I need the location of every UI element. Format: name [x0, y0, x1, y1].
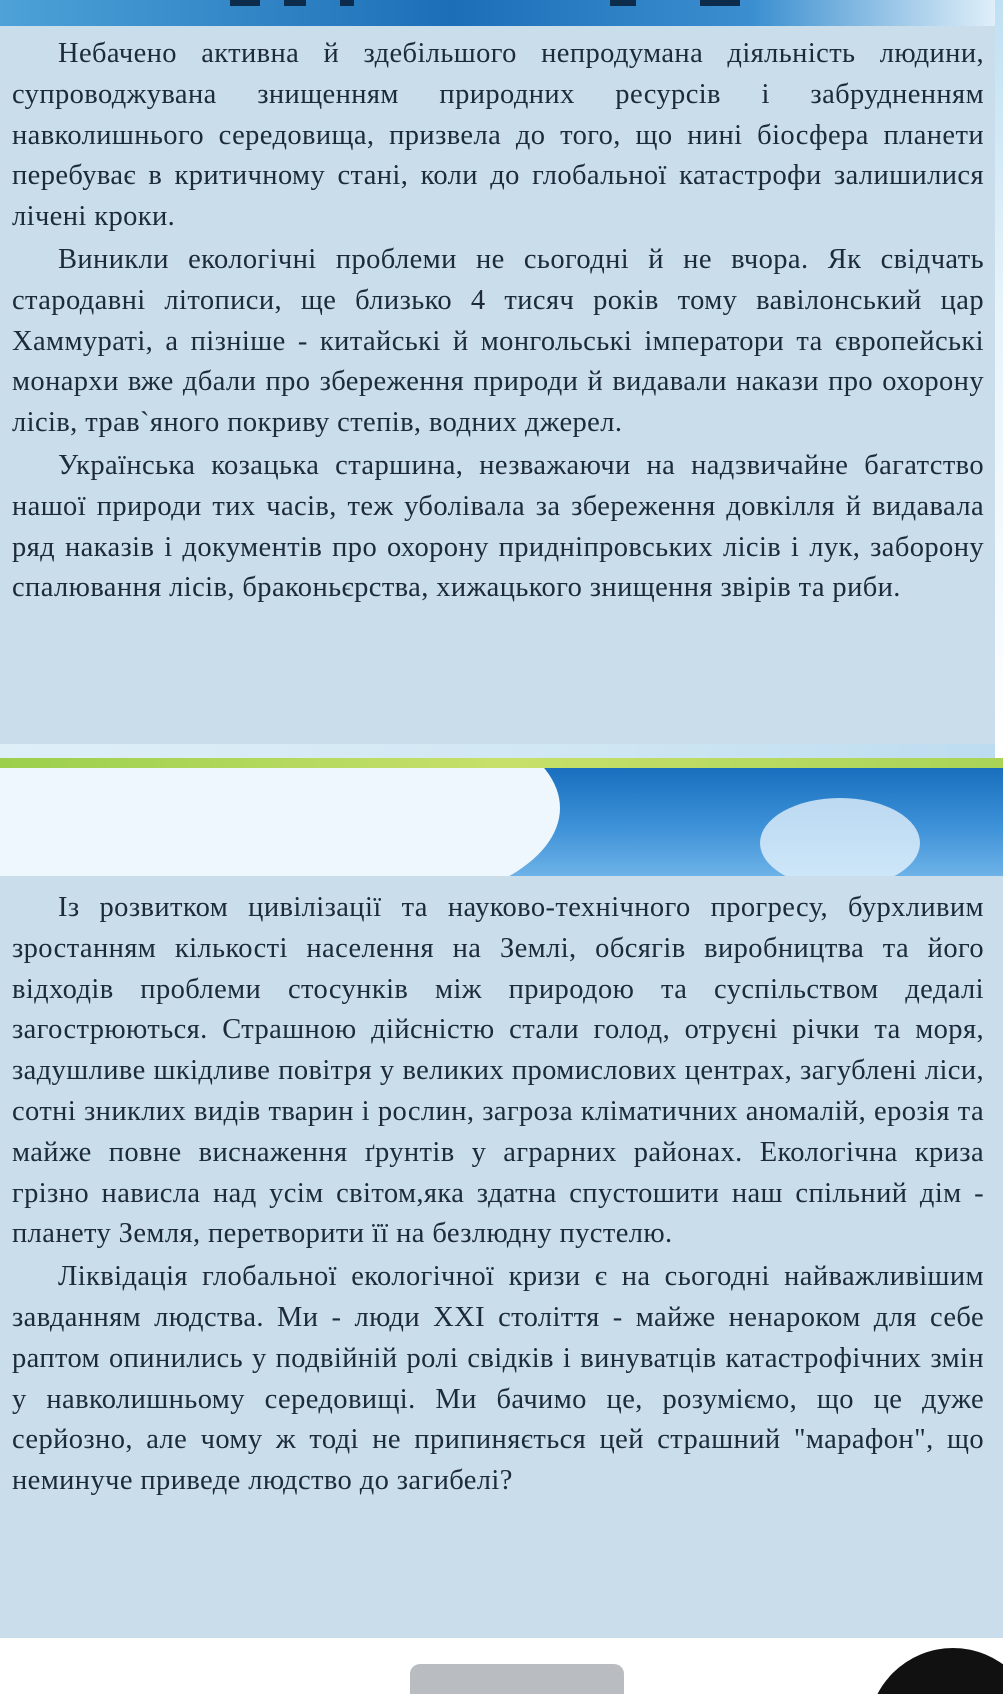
decoration-dash	[700, 0, 740, 6]
top-slide	[0, 0, 1003, 758]
paragraph: Ліквідація глобальної екологічної кризи є на сьогодні найважливішим завданням людства. Ми - люди XXI століття - майже ненароком для себе раптом опинились у подвійній ролі свідків і винуватців катастрофічних змін у навколишньому середовищі. Ми бачимо це, розуміємо, що це дуже серйозно, але чому ж тоді не припиняється цей страшний "марафон", що неминуче приведе людство до загибелі?	[12, 1261, 984, 1497]
decoration-dash	[340, 0, 354, 6]
bottom-slide	[0, 768, 1003, 1694]
decoration-dash	[284, 0, 306, 6]
home-indicator-bar[interactable]	[410, 1664, 624, 1694]
cloud-shape	[760, 798, 920, 888]
bottom-text-block	[12, 888, 984, 1502]
top-text-block	[12, 34, 984, 609]
decoration-dash	[230, 0, 260, 6]
decoration-dash	[610, 0, 636, 6]
slide-edge-decoration	[995, 0, 1003, 758]
paragraph: Українська козацька старшина, незважаючи на надзвичайне багатство нашої природи тих часів, теж уболівала за збереження довкілля й видавала ряд наказів і документів про охорону придніпровських лісів і лук, заборону спалювання лісів, браконьєрства, хижацького знищення звірів та риби.	[12, 449, 984, 604]
paragraph: Виникли екологічні проблеми не сьогодні й не вчора. Як свідчать стародавні літописи, ще близько 4 тисяч років тому вавілонський цар Хаммураті, а пізніше - китайські й монгольські імператори та європейські монархи вже дбали про збереження природи й видавали накази про охорону лісів, трав`яного покриву степів, водних джерел.	[12, 243, 984, 439]
top-decoration-band	[0, 0, 1003, 28]
paragraph: Із розвитком цивілізації та науково-технічного прогресу, бурхливим зростанням кількості населення на Землі, обсягів виробництва та його відходів проблеми стосунків між природою та суспільством дедалі загострюються. Страшною дійсністю стали голод, отруєні річки та моря, задушливе шкідливе повітря у великих промислових центрах, загублені ліси, сотні зниклих видів тварин і рослин, загроза кліматичних аномалій, ерозія та майже повне виснаження ґрунтів у аграрних районах. Екологічна криза грізно нависла над усім світом,яка здатна спустошити наш спільний дім - планету Земля, перетворити її на безлюдну пустелю.	[12, 892, 984, 1250]
paragraph: Небачено активна й здебільшого непродумана діяльність людини, супроводжувана знищенням природних ресурсів і забрудненням навколишнього середовища, призвела до того, що нині біосфера планети перебуває в критичному стані, коли до глобальної катастрофи залишилися лічені кроки.	[12, 38, 984, 233]
divider-bar	[0, 758, 1003, 768]
